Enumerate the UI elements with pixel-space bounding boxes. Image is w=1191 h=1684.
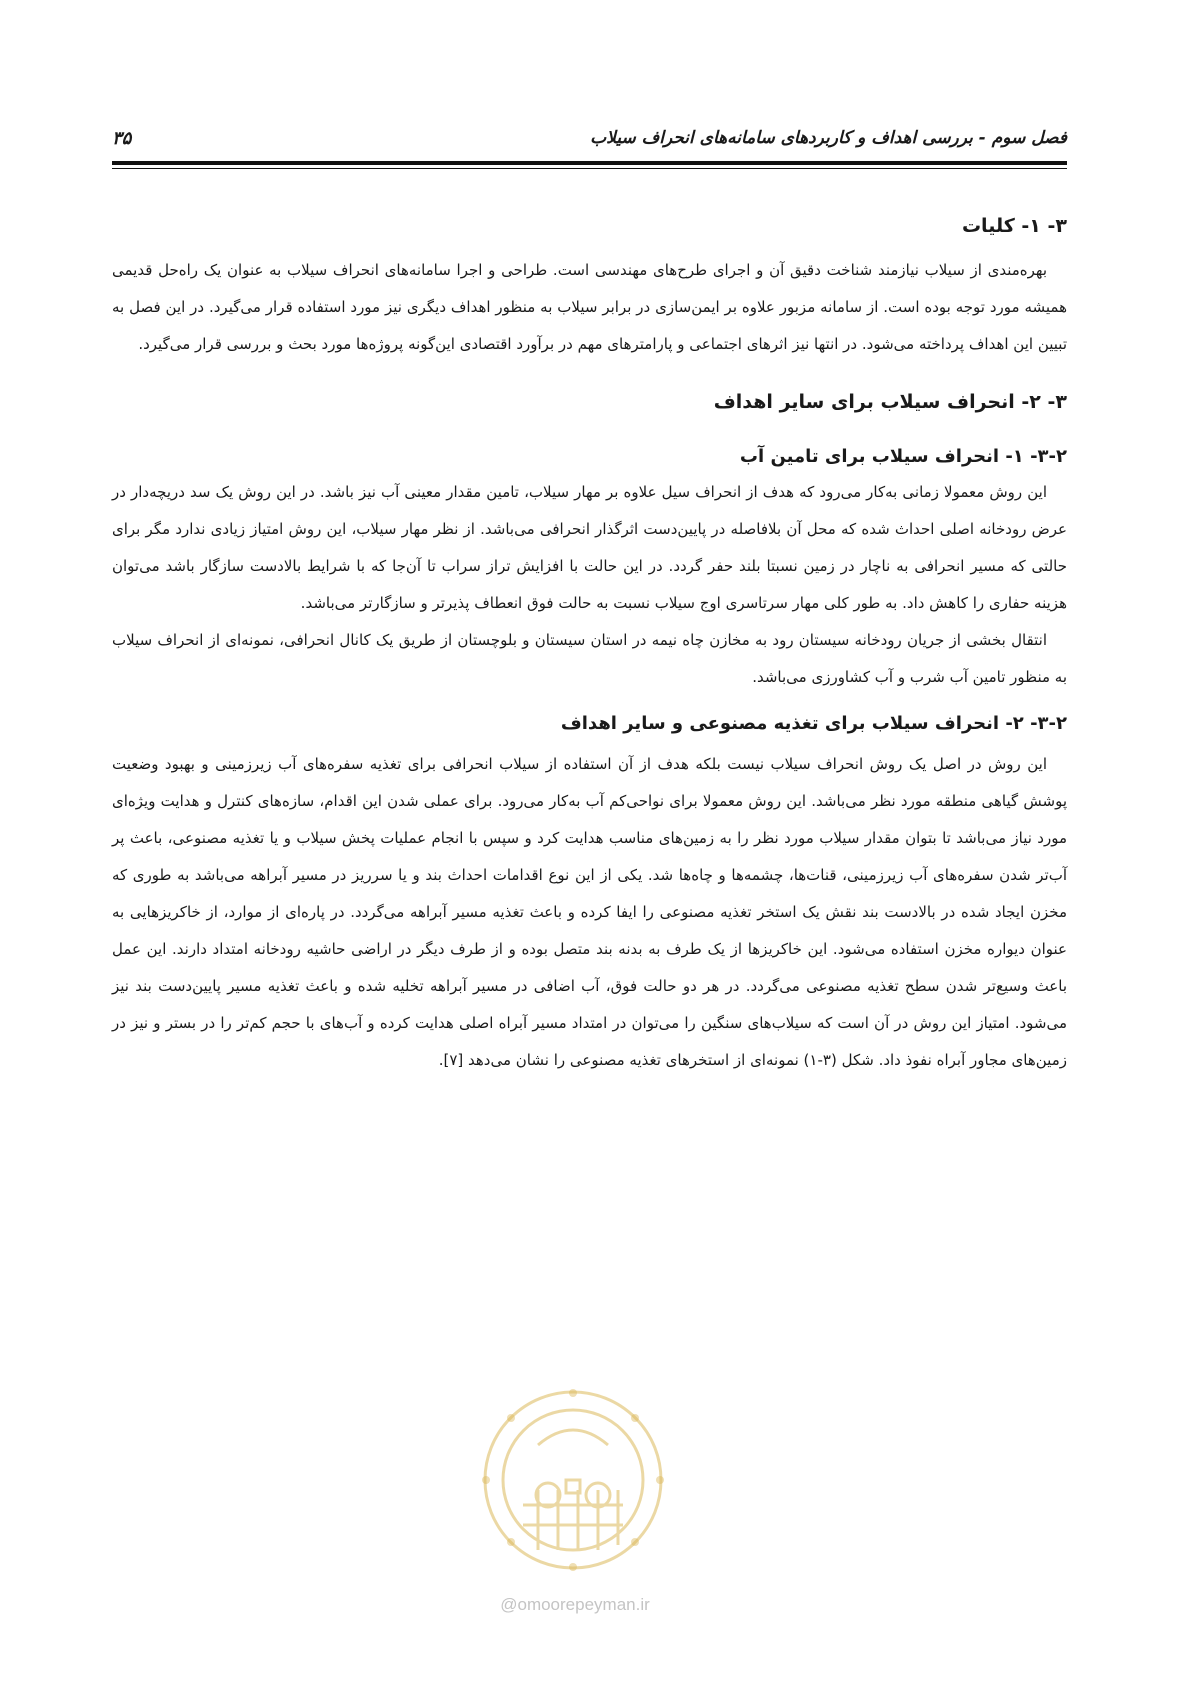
watermark-url-text: omoorepeyman.ir <box>517 1595 650 1614</box>
paragraph-water-supply-2: انتقال بخشی از جریان رودخانه سیستان رود به مخازن چاه نیمه در استان سیستان و بلوچستان از طریق یک کانال انحرافی، نمونه‌ای از انحراف سیلاب به منظور تامین آب شرب و آب کشاورزی می‌باشد. <box>112 631 1067 686</box>
at-sign-icon: @ <box>500 1595 518 1614</box>
page-number: ۳۵ <box>112 128 132 149</box>
header-rule-thin <box>112 168 1067 169</box>
watermark-url <box>480 1595 670 1615</box>
main-content <box>112 215 1067 1079</box>
section-heading-general: ۳- ۱- کلیات <box>961 215 1067 237</box>
paragraph-general: بهره‌مندی از سیلاب نیازمند شناخت دقیق آن و اجرای طرح‌های مهندسی است. طراحی و اجرا سامانه‌های انحراف سیلاب به عنوان یک راه‌حل قدیمی همیشه مورد توجه بوده است. از سامانه مزبور علاوه بر ایمن‌سازی در برابر سیلاب به منظور اهداف دیگری نیز مورد استفاده قرار می‌گیرد. در این فصل به تبیین این اهداف پرداخته می‌شود. در انتها نیز اثرهای اجتماعی و پارامترهای مهم در برآورد اقتصادی این‌گونه پروژه‌ها مورد بحث و بررسی قرار می‌گیرد. <box>112 261 1067 353</box>
subsection-heading-water-supply: ۳-۲- ۱- انحراف سیلاب برای تامین آب <box>739 446 1067 467</box>
running-title: فصل سوم - بررسی اهداف و کاربردهای سامانه‌های انحراف سیلاب <box>590 128 1067 148</box>
paragraph-artificial-recharge: این روش در اصل یک روش انحراف سیلاب نیست بلکه هدف از آن استفاده از سیلاب انحرافی برای تغذیه سفره‌های آب زیرزمینی و بهبود وضعیت پوشش گیاهی منطقه مورد نظر می‌باشد. این روش معمولا برای نواحی‌کم آب به‌کار می‌رود. برای عملی شدن این اقدام، سازه‌های کنترل و هدایت ویژه‌ای مورد نیاز می‌باشد تا بتوان مقدار سیلاب مورد نظر را به زمین‌های مناسب هدایت کرد و سپس با انجام عملیات پخش سیلاب و یا تغذیه مصنوعی، باعث پر آب‌تر شدن سفره‌های آب زیرزمینی، قنات‌ها، چشمه‌ها و چاه‌ها شد. یکی از این نوع اقدامات احداث بند و یا سرریز در مسیر آبراهه می‌باشد به طوری که مخزن ایجاد شده در بالادست بند نقش یک استخر تغذیه مصنوعی را ایفا کرده و باعث تغذیه مسیر آبراهه می‌گردد. در پاره‌ای از موارد، از خاکریزهایی به عنوان دیواره مخزن استفاده می‌شود. این خاکریزها از یک طرف به بدنه بند متصل بوده و از طرف دیگر در اراضی حاشیه رودخانه امتداد دارند. این عمل باعث وسیع‌تر شدن سطح تغذیه مصنوعی می‌گردد. در هر دو حالت فوق، آب اضافی در مسیر آبراهه تخلیه شده و باعث تغذیه مسیر پایین‌دست بند نیز می‌شود. امتیاز این روش در آن است که سیلاب‌های سنگین را می‌توان در امتداد مسیر آبراه اصلی هدایت کرده و آب‌های با حجم کم‌تر را در بستر و نیز در زمین‌های مجاور آبراه نفوذ داد. شکل (۳-۱) نمونه‌ای از استخرهای تغذیه مصنوعی را نشان می‌دهد [۷]. <box>112 755 1067 1069</box>
header-rule-thick <box>112 161 1067 165</box>
section-heading-other-purposes: ۳- ۲- انحراف سیلاب برای سایر اهداف <box>713 391 1067 413</box>
paragraph-water-supply-1: این روش معمولا زمانی به‌کار می‌رود که هدف از انحراف سیل علاوه بر مهار سیلاب، تامین مقدار معینی آب نیز باشد. در این روش یک سد دریچه‌دار در عرض رودخانه اصلی احداث شده که محل آن بلافاصله در پایین‌دست اثرگذار انحرافی می‌باشد. از نظر مهار سیلاب، این روش امتیاز زیادی ندارد مگر برای حالتی که مسیر انحرافی به ناچار در زمین نسبتا بلند حفر گردد. در این حالت با افزایش تراز سراب تا آن‌جا که با شرایط بالادست سازگار باشد می‌توان هزینه حفاری را کاهش داد. به طور کلی مهار سرتاسری اوج سیلاب نسبت به حالت فوق انعطاف پذیرتر و سازگارتر می‌باشد. <box>112 483 1067 612</box>
running-header <box>112 128 1067 158</box>
subsection-heading-artificial-recharge: ۳-۲- ۲- انحراف سیلاب برای تغذیه مصنوعی و سایر اهداف <box>560 713 1067 734</box>
seal-logo-icon <box>478 1385 668 1575</box>
